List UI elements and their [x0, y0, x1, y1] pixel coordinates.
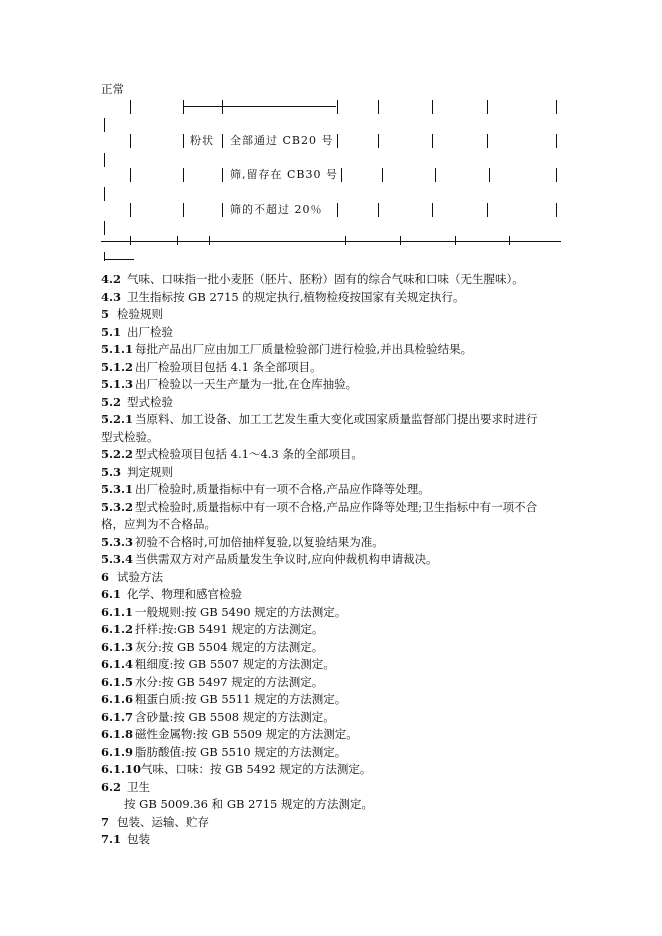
table-bar: [104, 118, 105, 132]
clause-text: 出厂检验项目包括 4.1 条全部项目。: [135, 360, 322, 374]
clause-line: [101, 675, 323, 689]
clause-text: 包装、运输、贮存: [117, 815, 209, 829]
clause-text: 水分:按 GB 5497 规定的方法测定。: [135, 675, 324, 689]
clause-line: [101, 360, 322, 374]
clause-number: 7.1: [101, 832, 122, 846]
table-bar: [400, 236, 401, 245]
clause-number: 5.2.1: [101, 412, 134, 426]
table-bar: [130, 168, 131, 182]
clause-number: 5.1: [101, 325, 122, 339]
clause-number: 5.3.1: [101, 482, 134, 496]
clause-line: [101, 745, 346, 759]
table-bar: [345, 236, 346, 245]
clause-text: 试验方法: [117, 570, 163, 584]
table-bar: [509, 236, 510, 245]
clause-text: 型式检验。: [101, 430, 159, 444]
clause-number: 5.2: [101, 395, 122, 409]
table-stub-border: [104, 259, 134, 260]
clause-text: 判定规则: [127, 465, 173, 479]
clause-text: 出厂检验以一天生产量为一批,在仓库抽验。: [135, 377, 358, 391]
table-bar: [337, 203, 338, 217]
clause-number: 6.1.4: [101, 657, 134, 671]
clause-number: 5.1.3: [101, 377, 134, 391]
clause-text: 包装: [127, 832, 150, 846]
table-bar: [183, 134, 184, 148]
table-bar: [222, 134, 223, 148]
subsection-heading: [101, 325, 173, 339]
clause-number: 6.1.9: [101, 745, 134, 759]
clause-text: 型式检验时,质量指标中有一项不合格,产品应作降等处理;卫生指标中有一项不合: [135, 500, 538, 514]
clause-text: 检验规则: [117, 307, 163, 321]
table-bar: [222, 168, 223, 182]
table-cell-line-1: 全部通过 CB20 号: [230, 134, 334, 147]
clause-line: [101, 710, 335, 724]
clause-text: 卫生: [127, 780, 150, 794]
clause-text: 型式检验: [127, 395, 173, 409]
table-bar: [556, 168, 557, 182]
table-bar: [183, 168, 184, 182]
clause-number: 6.1.8: [101, 727, 134, 741]
clause-line: [101, 605, 346, 619]
clause-line: [101, 762, 371, 776]
table-cell-line-3: 筛的不超过 20％: [230, 203, 323, 216]
clause-line: [101, 552, 438, 566]
clause-text: 气味、口味指一批小麦胚（胚片、胚粉）固有的综合气味和口味（无生腥味）。: [127, 272, 524, 286]
table-bar: [378, 100, 379, 114]
clause-number: 5.3.3: [101, 535, 134, 549]
clause-line: [101, 290, 465, 304]
table-bar: [209, 236, 210, 245]
clause-text: 格，应判为不合格品。: [101, 517, 216, 531]
clause-text: 粗细度:按 GB 5507 规定的方法测定。: [135, 657, 335, 671]
clause-line: [101, 657, 335, 671]
table-bar: [435, 168, 436, 182]
table-bar: [177, 236, 178, 245]
clause-number: 6.1.2: [101, 622, 134, 636]
clause-line: [101, 500, 537, 514]
clause-text: 脂肪酸值:按 GB 5510 规定的方法测定。: [135, 745, 347, 759]
clause-continuation: [101, 430, 159, 444]
subsection-heading: [101, 465, 173, 479]
clause-text: 出厂检验: [127, 325, 173, 339]
table-normal-label: 正常: [101, 82, 124, 96]
table-bar: [432, 100, 433, 114]
table-inner-border: [184, 106, 336, 107]
clause-continuation: [101, 517, 216, 531]
section-heading: [101, 307, 163, 321]
clause-text: 按 GB 5009.36 和 GB 2715 规定的方法测定。: [124, 797, 374, 811]
clause-text: 含砂量:按 GB 5508 规定的方法测定。: [135, 710, 335, 724]
clause-number: 6.1.10: [101, 762, 142, 776]
clause-number: 5: [101, 307, 110, 321]
clause-number: 6.1: [101, 587, 122, 601]
table-bar: [455, 236, 456, 245]
clause-text: 型式检验项目包括 4.1～4.3 条的全部项目。: [135, 447, 363, 461]
clause-line: [101, 482, 430, 496]
subsection-heading: [101, 832, 150, 846]
subsection-heading: [101, 587, 242, 601]
clause-text: 每批产品出厂应由加工厂质量检验部门进行检验,并出具检验结果。: [135, 342, 473, 356]
table-bar: [382, 168, 383, 182]
table-bar: [556, 100, 557, 114]
clause-number: 5.1.1: [101, 342, 134, 356]
clause-number: 6.1.6: [101, 692, 134, 706]
clause-line: [101, 272, 524, 286]
clause-text: 当供需双方对产品质量发生争议时,应向仲裁机构申请裁决。: [135, 552, 438, 566]
table-bar: [432, 203, 433, 217]
table-bar: [222, 100, 223, 114]
table-bar: [341, 168, 342, 182]
clause-number: 6.1.3: [101, 640, 134, 654]
table-bar: [130, 134, 131, 148]
table-bar: [183, 100, 184, 114]
table-bar: [337, 100, 338, 114]
clause-number: 7: [101, 815, 110, 829]
clause-number: 5.2.2: [101, 447, 134, 461]
table-cell-line-2: 筛,留存在 CB30 号: [230, 168, 338, 181]
clause-text: 一般规则:按 GB 5490 规定的方法测定。: [135, 605, 347, 619]
table-bar: [104, 221, 105, 235]
clause-number: 5.3.4: [101, 552, 134, 566]
table-bottom-border: [101, 241, 561, 242]
table-bar: [222, 203, 223, 217]
table-bar: [104, 153, 105, 167]
table-bar: [487, 203, 488, 217]
clause-text: 初验不合格时,可加倍抽样复验,以复验结果为准。: [135, 535, 384, 549]
clause-number: 4.3: [101, 290, 122, 304]
clause-number: 6.2: [101, 780, 122, 794]
clause-text: 化学、物理和感官检验: [127, 587, 242, 601]
clause-line: [101, 535, 384, 549]
clause-text: 当原料、加工设备、加工工艺发生重大变化或国家质量监督部门提出要求时进行: [135, 412, 538, 426]
table-bar: [556, 203, 557, 217]
table-bar: [378, 203, 379, 217]
clause-text: 出厂检验时,质量指标中有一项不合格,产品应作降等处理。: [135, 482, 430, 496]
subsection-heading: [101, 395, 173, 409]
table-cell-powder: 粉状: [190, 134, 214, 147]
clause-line: [101, 447, 363, 461]
clause-line: [101, 727, 358, 741]
table-bar: [487, 100, 488, 114]
clause-text: 扦样:按:GB 5491 规定的方法测定。: [135, 622, 324, 636]
table-bar: [556, 134, 557, 148]
table-bar: [337, 134, 338, 148]
clause-number: 6: [101, 570, 110, 584]
section-heading: [101, 815, 209, 829]
clause-number: 6.1.5: [101, 675, 134, 689]
clause-text: 粗蛋白质:按 GB 5511 规定的方法测定。: [135, 692, 347, 706]
clause-line: [101, 377, 357, 391]
table-bar: [104, 187, 105, 201]
clause-text: 卫生指标按 GB 2715 的规定执行,植物检疫按国家有关规定执行。: [127, 290, 465, 304]
clause-number: 5.3: [101, 465, 122, 479]
clause-number: 5.1.2: [101, 360, 134, 374]
clause-line: [101, 622, 323, 636]
section-heading: [101, 570, 163, 584]
clause-text: 磁性金属物:按 GB 5509 规定的方法测定。: [135, 727, 358, 741]
clause-continuation: [124, 797, 373, 811]
table-bar: [489, 168, 490, 182]
table-bar: [378, 134, 379, 148]
clause-text: 灰分:按 GB 5504 规定的方法测定。: [135, 640, 324, 654]
clause-number: 6.1.7: [101, 710, 134, 724]
clause-text: 气味、口味：按 GB 5492 规定的方法测定。: [141, 762, 372, 776]
clause-line: [101, 640, 323, 654]
table-bar: [487, 134, 488, 148]
table-bar: [183, 203, 184, 217]
clause-number: 6.1.1: [101, 605, 134, 619]
clause-number: 4.2: [101, 272, 122, 286]
table-bar: [432, 134, 433, 148]
table-bar: [130, 236, 131, 245]
table-bar: [130, 203, 131, 217]
clause-line: [101, 412, 538, 426]
table-bar: [130, 100, 131, 114]
clause-line: [101, 342, 472, 356]
subsection-heading: [101, 780, 150, 794]
clause-number: 5.3.2: [101, 500, 134, 514]
clause-line: [101, 692, 346, 706]
